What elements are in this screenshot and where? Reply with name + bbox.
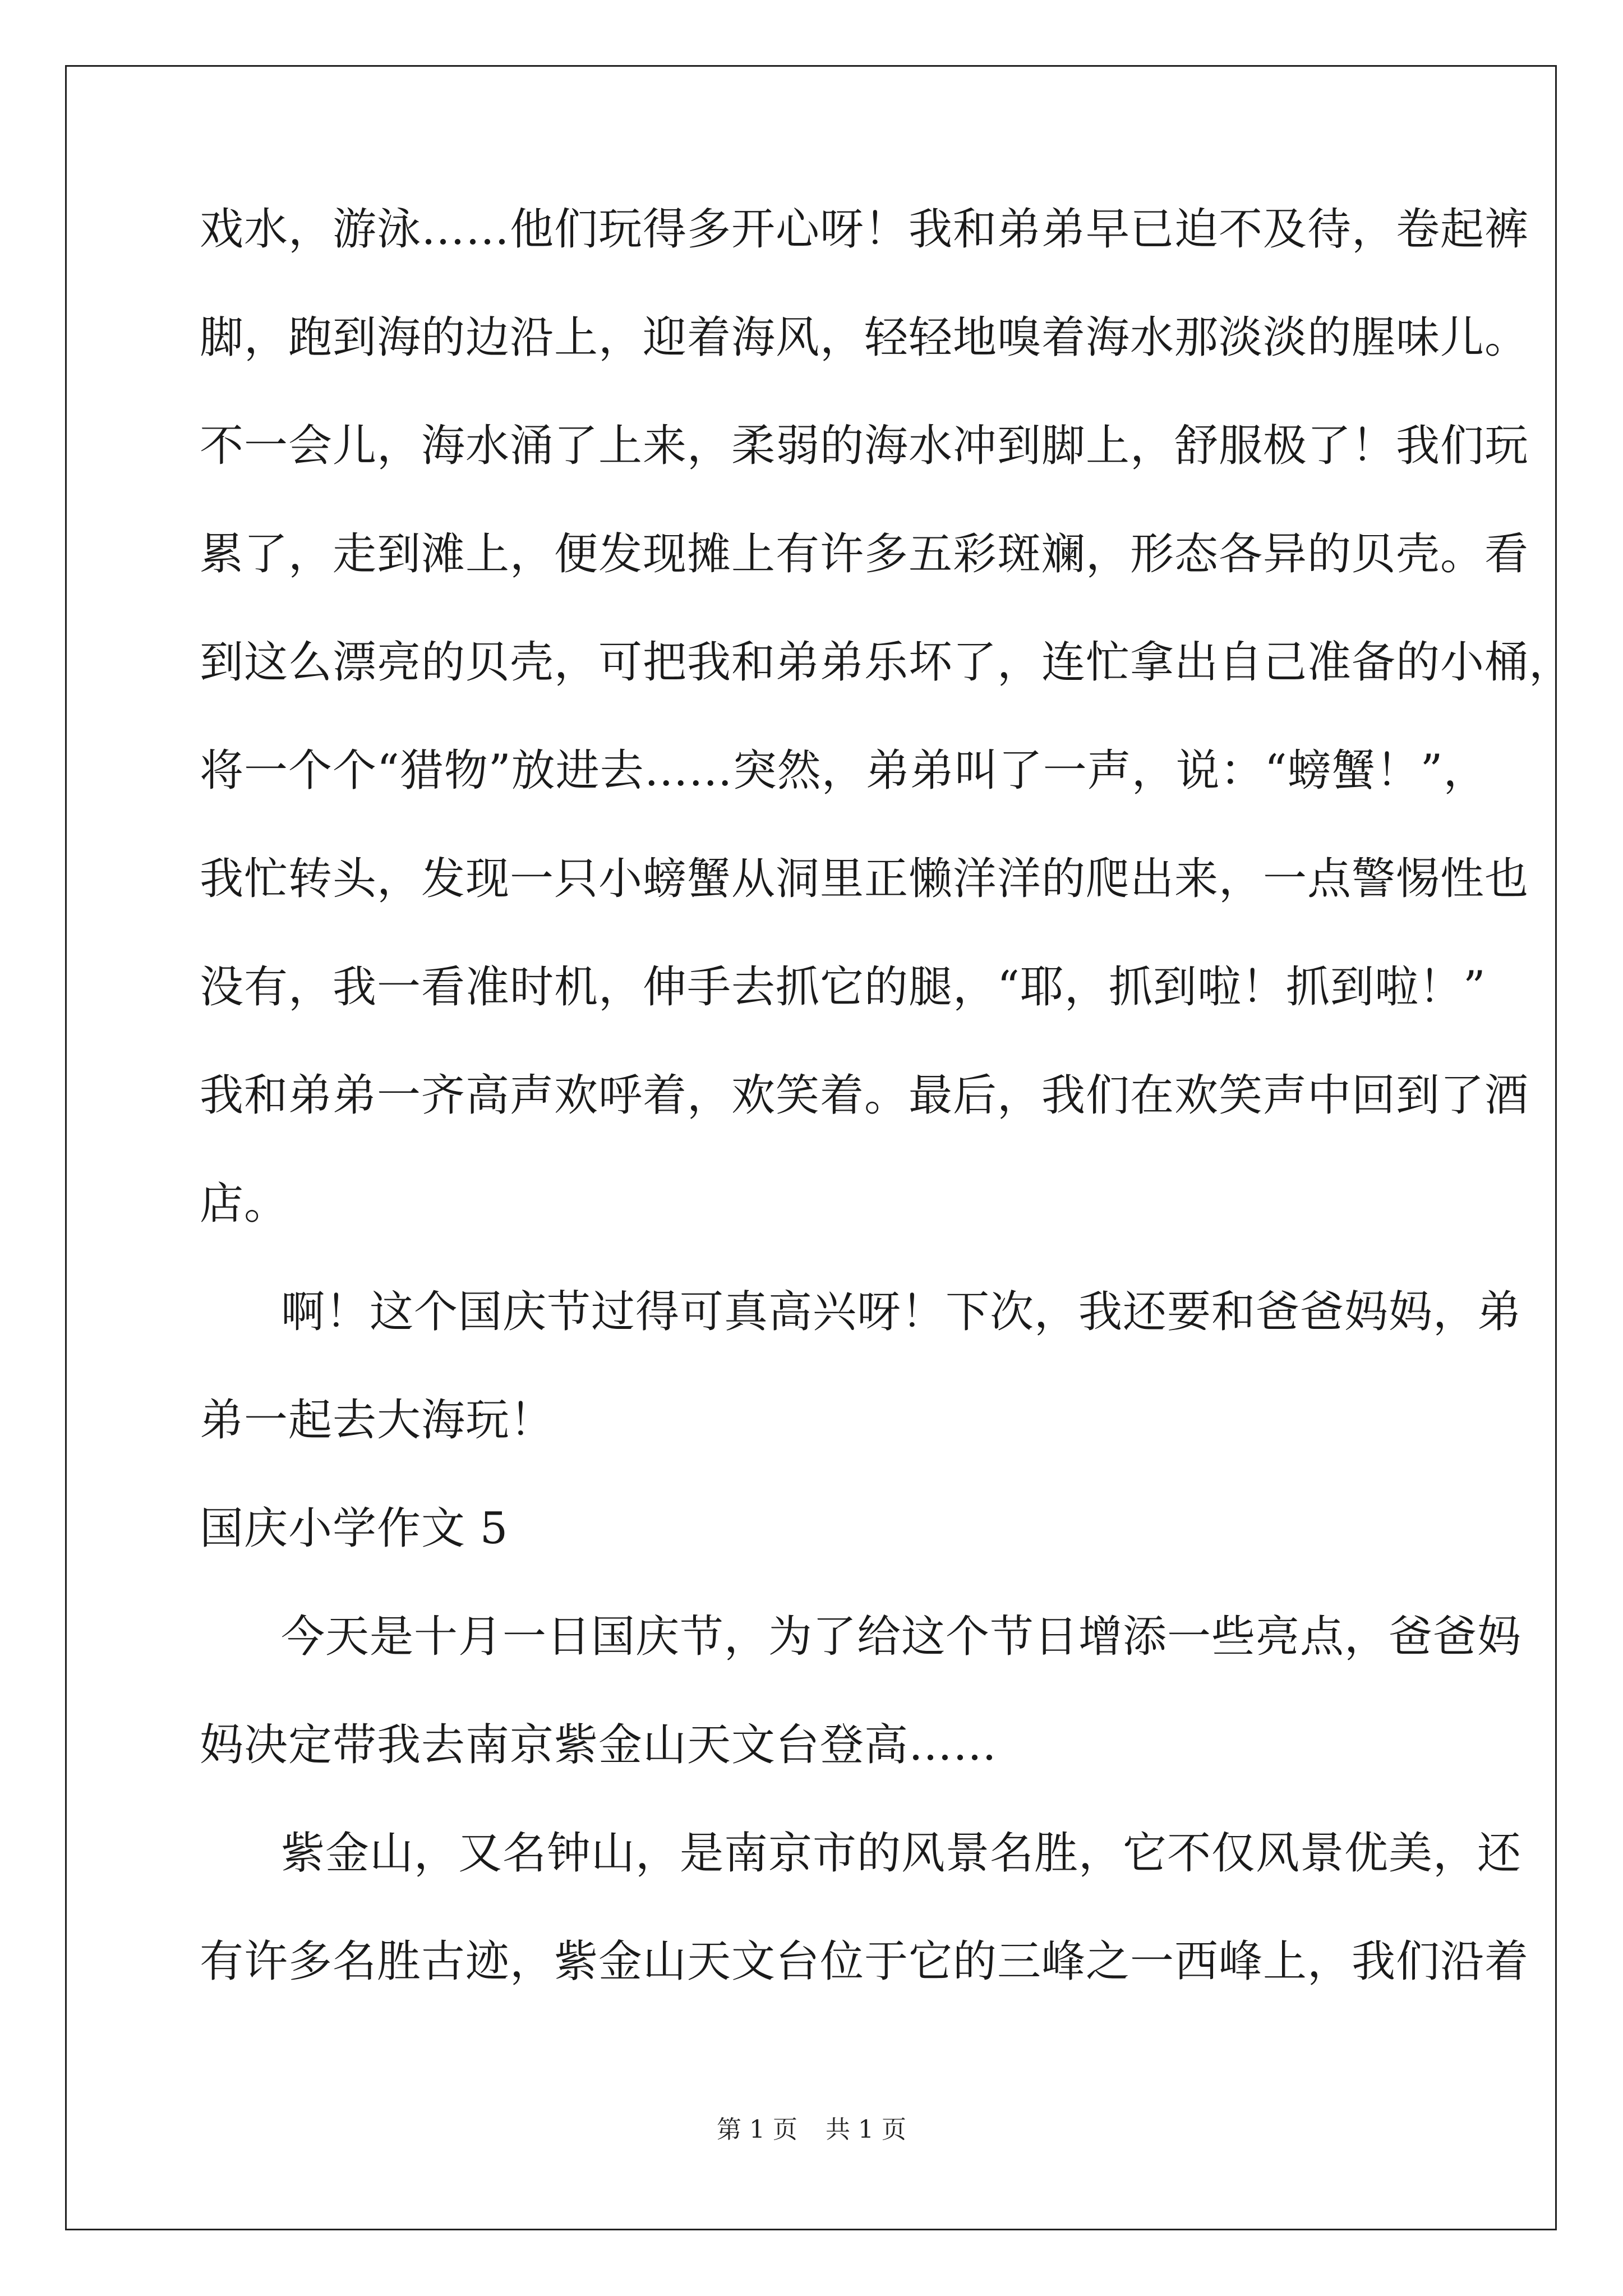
text-line: 我忙转头，发现一只小螃蟹从洞里正懒洋洋的爬出来，一点警惕性也 bbox=[200, 854, 1529, 904]
text-line: 到这么漂亮的贝壳，可把我和弟弟乐坏了，连忙拿出自己准备的小桶， bbox=[200, 637, 1574, 688]
paragraph-start-line: 紫金山，又名钟山，是南京市的风景名胜，它不仅风景优美，还 bbox=[281, 1828, 1522, 1879]
page-number: 第 1 页 bbox=[717, 2115, 797, 2144]
paragraph-start-line: 今天是十月一日国庆节，为了给这个节日增添一些亮点，爸爸妈 bbox=[281, 1612, 1522, 1662]
text-line: 没有，我一看准时机，伸手去抓它的腿，“耶，抓到啦！抓到啦！” bbox=[200, 962, 1486, 1013]
text-line: 我和弟弟一齐高声欢呼着，欢笑着。最后，我们在欢笑声中回到了酒 bbox=[200, 1070, 1529, 1121]
text-line: 店。 bbox=[200, 1179, 289, 1229]
section-heading: 国庆小学作文 5 bbox=[200, 1503, 509, 1554]
text-line: 脚，跑到海的边沿上，迎着海风，轻轻地嗅着海水那淡淡的腥味儿。 bbox=[200, 312, 1529, 363]
text-line: 妈决定带我去南京紫金山天文台登高…… bbox=[200, 1720, 998, 1770]
text-line: 不一会儿，海水涌了上来，柔弱的海水冲到脚上，舒服极了！我们玩 bbox=[200, 421, 1529, 471]
text-line: 戏水，游泳……他们玩得多开心呀！我和弟弟早已迫不及待，卷起裤 bbox=[200, 204, 1529, 255]
page-footer bbox=[0, 2115, 1623, 2144]
text-line: 累了，走到滩上，便发现摊上有许多五彩斑斓，形态各异的贝壳。看 bbox=[200, 529, 1529, 579]
document-body bbox=[200, 204, 1574, 2048]
paragraph-start-line: 啊！这个国庆节过得可真高兴呀！下次，我还要和爸爸妈妈，弟 bbox=[281, 1287, 1522, 1337]
page-total: 共 1 页 bbox=[826, 2115, 906, 2144]
text-line: 弟一起去大海玩！ bbox=[200, 1395, 555, 1446]
text-line: 将一个个“猎物”放进去……突然，弟弟叫了一声，说：“螃蟹！”， bbox=[200, 746, 1488, 796]
text-line: 有许多名胜古迹，紫金山天文台位于它的三峰之一西峰上，我们沿着 bbox=[200, 1936, 1529, 1987]
